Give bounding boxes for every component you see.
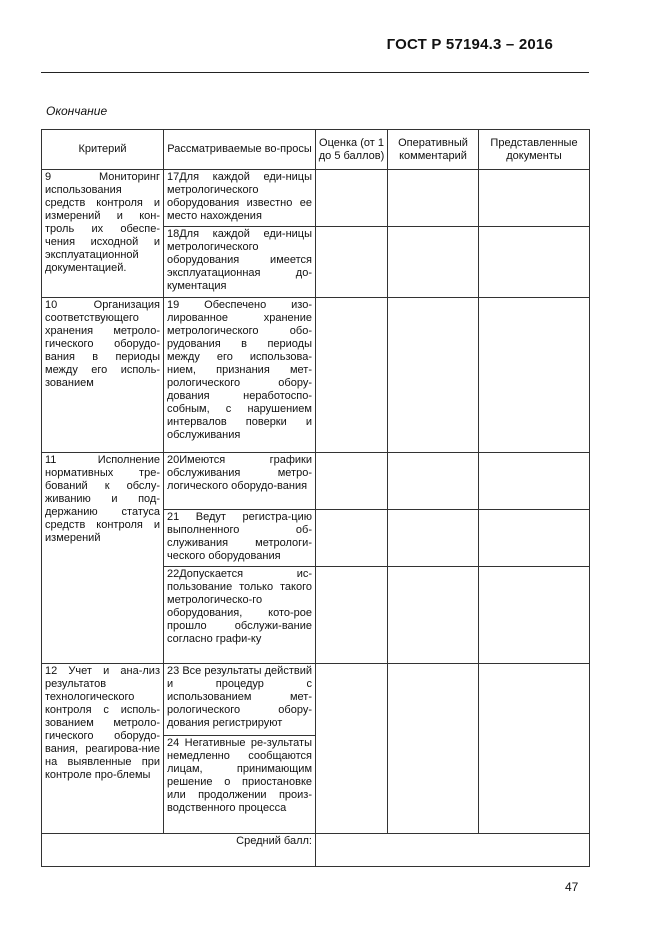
column-header-criterion: Критерий — [42, 130, 164, 170]
column-header-comment: Оперативный комментарий — [388, 130, 479, 170]
documents-cell[interactable] — [479, 664, 590, 834]
score-cell[interactable] — [316, 298, 388, 453]
criterion-cell: 9 Мониторинг использования средств контроля и измерений и кон-троль их обеспе-чения исходной и эксплуатационной документацией. — [42, 170, 164, 298]
score-cell[interactable] — [316, 453, 388, 510]
table-row — [42, 170, 590, 227]
comment-cell[interactable] — [388, 227, 479, 298]
documents-cell[interactable] — [479, 453, 590, 510]
page-number: 47 — [565, 880, 579, 894]
score-cell[interactable] — [316, 170, 388, 227]
documents-cell[interactable] — [479, 298, 590, 453]
criterion-cell: 10 Организация соответствующего хранения метроло-гического оборудо-вания в периоды между его исполь-зованием — [42, 298, 164, 453]
question-cell: 24 Негативные ре-зультаты немедленно сообщаются лицам, принимающим решение о приостановке или продолжении произ-водственного процесса — [164, 736, 316, 834]
comment-cell[interactable] — [388, 510, 479, 567]
documents-cell[interactable] — [479, 227, 590, 298]
table-row — [42, 664, 590, 736]
column-header-documents: Представленные документы — [479, 130, 590, 170]
question-cell: 18Для каждой еди-ницы метрологического оборудования имеется эксплуатационная до-кументация — [164, 227, 316, 298]
question-cell: 22Допускается ис-пользование только такого метрологическо-го оборудования, кото-рое прошло обслужи-вание согласно графи-ку — [164, 567, 316, 664]
table-row — [42, 453, 590, 510]
continuation-label: Окончание — [46, 104, 108, 118]
document-code: ГОСТ Р 57194.3 – 2016 — [386, 36, 553, 53]
score-cell[interactable] — [316, 567, 388, 664]
question-cell: 23 Все результаты действий и процедур с использованием мет-рологического обору-дования регистрируют — [164, 664, 316, 736]
column-header-score: Оценка (от 1 до 5 баллов) — [316, 130, 388, 170]
table-header-row — [42, 130, 590, 170]
header-divider — [41, 72, 589, 73]
average-score-label: Средний балл: — [42, 834, 316, 867]
question-cell: 19 Обеспечено изо-лированное хранение метрологического обо-рудования в периоды между его использова-нием, признания мет-рологического обору-дования неработоспо-собным, с нарушением интервалов поверки и обслуживания — [164, 298, 316, 453]
score-cell[interactable] — [316, 510, 388, 567]
comment-cell[interactable] — [388, 664, 479, 834]
comment-cell[interactable] — [388, 298, 479, 453]
table-row — [42, 298, 590, 453]
average-score-cell[interactable] — [316, 834, 590, 867]
criterion-cell: 12 Учет и ана-лиз результатов технологического контроля с исполь-зованием метроло-гического оборудо-вания, реагирова-ние на выявленные при контроле про-блемы — [42, 664, 164, 834]
question-cell: 21 Ведут регистра-цию выполненного об-служивания метрологи-ческого оборудования — [164, 510, 316, 567]
score-cell[interactable] — [316, 664, 388, 834]
criterion-cell: 11 Исполнение нормативных тре-бований к обслу-живанию и под-держанию статуса средств контроля и измерений — [42, 453, 164, 664]
documents-cell[interactable] — [479, 567, 590, 664]
average-row — [42, 834, 590, 867]
documents-cell[interactable] — [479, 170, 590, 227]
score-cell[interactable] — [316, 227, 388, 298]
comment-cell[interactable] — [388, 567, 479, 664]
question-cell: 20Имеются графики обслуживания метро-логического оборудо-вания — [164, 453, 316, 510]
question-cell: 17Для каждой еди-ницы метрологического оборудования известно ее место нахождения — [164, 170, 316, 227]
evaluation-table — [41, 129, 590, 867]
comment-cell[interactable] — [388, 170, 479, 227]
column-header-questions: Рассматриваемые во-просы — [164, 130, 316, 170]
documents-cell[interactable] — [479, 510, 590, 567]
comment-cell[interactable] — [388, 453, 479, 510]
